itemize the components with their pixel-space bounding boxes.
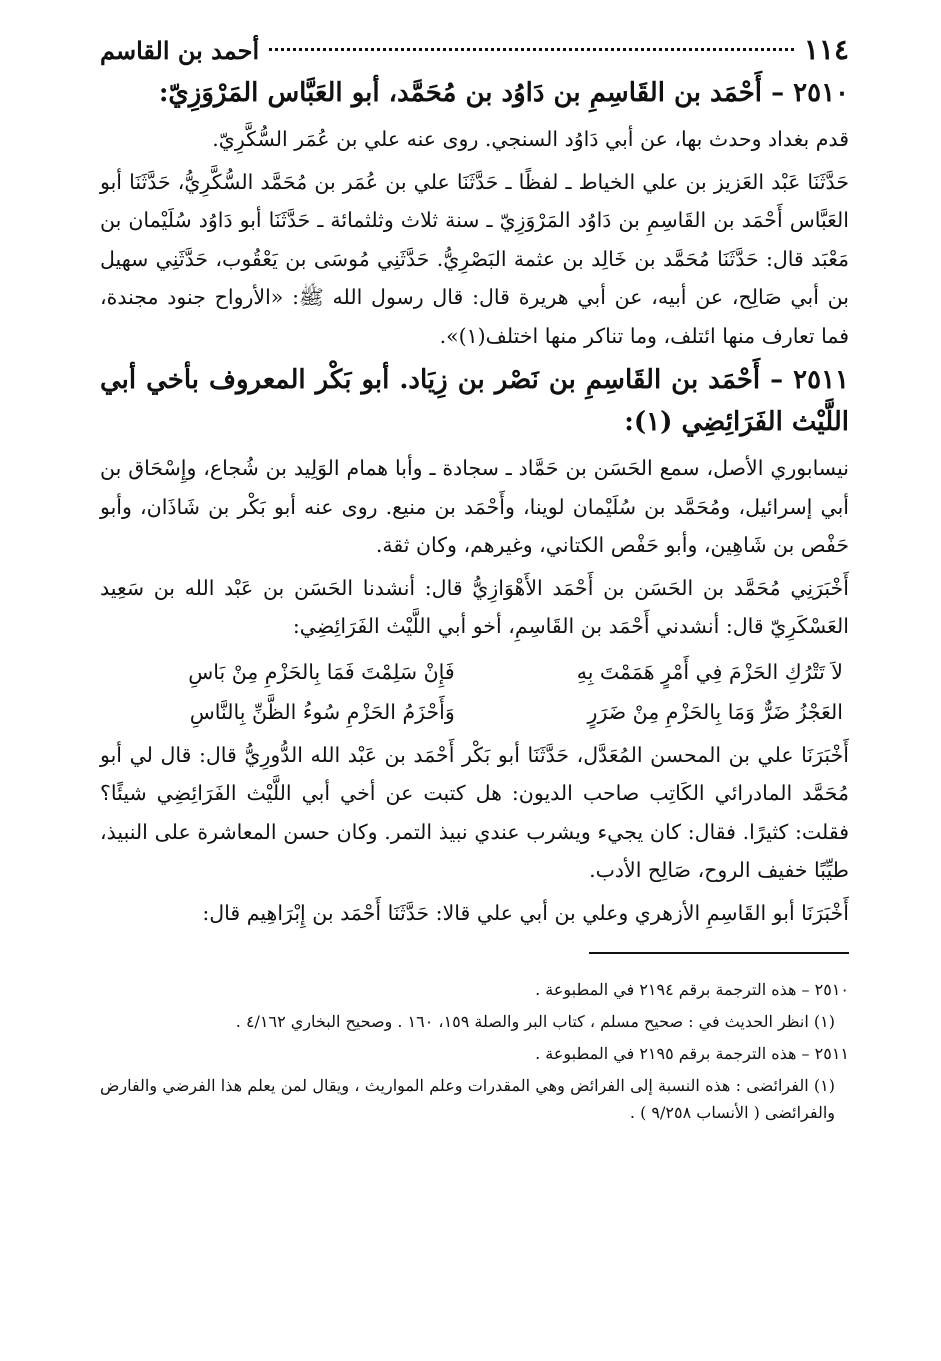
entry-paragraph: حَدَّثَنَا عَبْد العَزيز بن علي الخياط ـ لفظًا ـ حَدَّثَنَا علي بن عُمَر بن مُحَمَّد السُّكَّرِيُّ، حَدَّثَنَا أبو العَبَّاس أَحْمَد بن القَاسِمِ بن دَاوُد المَرْوَزِيّ ـ سنة ثلاث وثلثمائة ـ حَدَّثَنَا أبو دَاوُد سُلَيْمان بن مَعْبَد قال: حَدَّثَنَا مُحَمَّد بن خَالِد بن عثمة البَصْرِيُّ. حَدَّثَنِي مُوسَى بن يَعْقُوب، حَدَّثَنِي سهيل بن أبي صَالِح، عن أبيه، عن أبي هريرة قال: قال رسول الله ﷺ: «الأرواح جنود مجندة، فما تعارف منها ائتلف، وما تناكر منها اختلف(١)». (100, 169, 849, 348)
running-title: أحمد بن القاسم (100, 36, 260, 65)
entry-2510 (100, 72, 849, 355)
footnote: (١) الفرائضى : هذه النسبة إلى الفرائض وهي المقدرات وعلم المواريث ، ويقال لمن يعلم هذا الفرضي والفارض والفرائضى ( الأنساب ٩/٢٥٨ ) . (100, 1076, 835, 1122)
footnote: (١) انظر الحديث في : صحيح مسلم ، كتاب البر والصلة ١٥٩، ١٦٠ . وصحيح البخاري ٤/١٦٢ . (235, 1012, 835, 1031)
entry-paragraph: أَخْبَرَنِي مُحَمَّد بن الحَسَن بن أَحْمَد الأَهْوَازِيُّ قال: أنشدنا الحَسَن بن عَبْد الله بن سَعِيد العَسْكَرِيّ قال: أنشدني أَحْمَد بن القَاسِمِ، أخو أبي اللَّيْث الفَرَائِضِي: (100, 575, 849, 638)
poem-verses (100, 652, 849, 732)
entry-paragraph: أَخْبَرَنَا أبو القَاسِمِ الأزهري وعلي بن أبي علي قالا: حَدَّثَنَا أَحْمَد بن إِبْرَاهِيم قال: (202, 900, 849, 925)
dotted-leader (269, 48, 794, 51)
entry-paragraph: قدم بغداد وحدث بها، عن أبي دَاوُد السنجي. روى عنه علي بن عُمَر السُّكَّرِيّ. (212, 127, 849, 151)
footnotes (100, 976, 849, 1126)
footnote-divider (589, 952, 849, 954)
verse-first-hemistich: العَجْزُ ضَرٌّ وَمَا بِالحَزْمِ مِنْ ضَرَرٍ (587, 699, 843, 724)
entry-heading: ٢٥١١ – أَحْمَد بن القَاسِمِ بن نَصْر بن زِيَاد. أبو بَكْر المعروف بأخي أبي اللَّيْث الفَرَائِضِي (١): (100, 365, 849, 437)
verse-first-hemistich: لاَ تَتْرُكِ الحَزْمَ فِي أَمْرٍ هَمَمْتَ بِهِ (576, 659, 843, 684)
footnote: ٢٥١١ – هذه الترجمة برقم ٢١٩٥ في المطبوعة . (535, 1044, 849, 1063)
entry-paragraph: أَخْبَرَنَا علي بن المحسن المُعَدَّل، حَدَّثَنَا أبو بَكْر أَحْمَد بن عَبْد الله الدُّورِيُّ قال: قال لي أبو مُحَمَّد المادرائي الكَاتِب صاحب الديون: هل كتبت عن أخي أبي اللَّيْث الفَرَائِضِي شيئًا؟ فقلت: كثيرًا. فقال: كان يجيء ويشرب عندي نبيذ التمر. وكان حسن المعاشرة على النبيذ، طيِّبًا خفيف الروح، صَالِح الأدب. (100, 742, 849, 882)
running-header (100, 30, 849, 70)
page-number: ١١٤ (803, 33, 849, 66)
footnote: ٢٥١٠ – هذه الترجمة برقم ٢١٩٤ في المطبوعة . (535, 980, 849, 999)
verse-line (100, 692, 849, 732)
verse-line (100, 652, 849, 692)
entry-2511 (100, 359, 849, 932)
entry-heading: ٢٥١٠ – أَحْمَد بن القَاسِمِ بن دَاوُد بن مُحَمَّد، أبو العَبَّاس المَرْوَزِيّ: (158, 78, 849, 108)
entry-paragraph: نيسابوري الأصل، سمع الحَسَن بن حَمَّاد ـ سجادة ـ وأبا همام الوَلِيد بن شُجاع، وإِسْحَاق بن أبي إسرائيل، ومُحَمَّد بن سُلَيْمان لوينا، وأَحْمَد بن منيع. روى عنه أبو بَكْر بن شَاذَان، وأبو حَفْص بن شَاهِين، وأبو حَفْص الكتاني، وغيرهم، وكان ثقة. (100, 456, 849, 557)
book-page (100, 30, 849, 1341)
verse-second-hemistich: وَأَحْزَمُ الحَزْمِ سُوءُ الظَّنِّ بِالنَّاسِ (189, 699, 455, 724)
verse-second-hemistich: فَإِنْ سَلِمْتَ فَمَا بِالحَزْمِ مِنْ بَاسِ (188, 659, 455, 684)
